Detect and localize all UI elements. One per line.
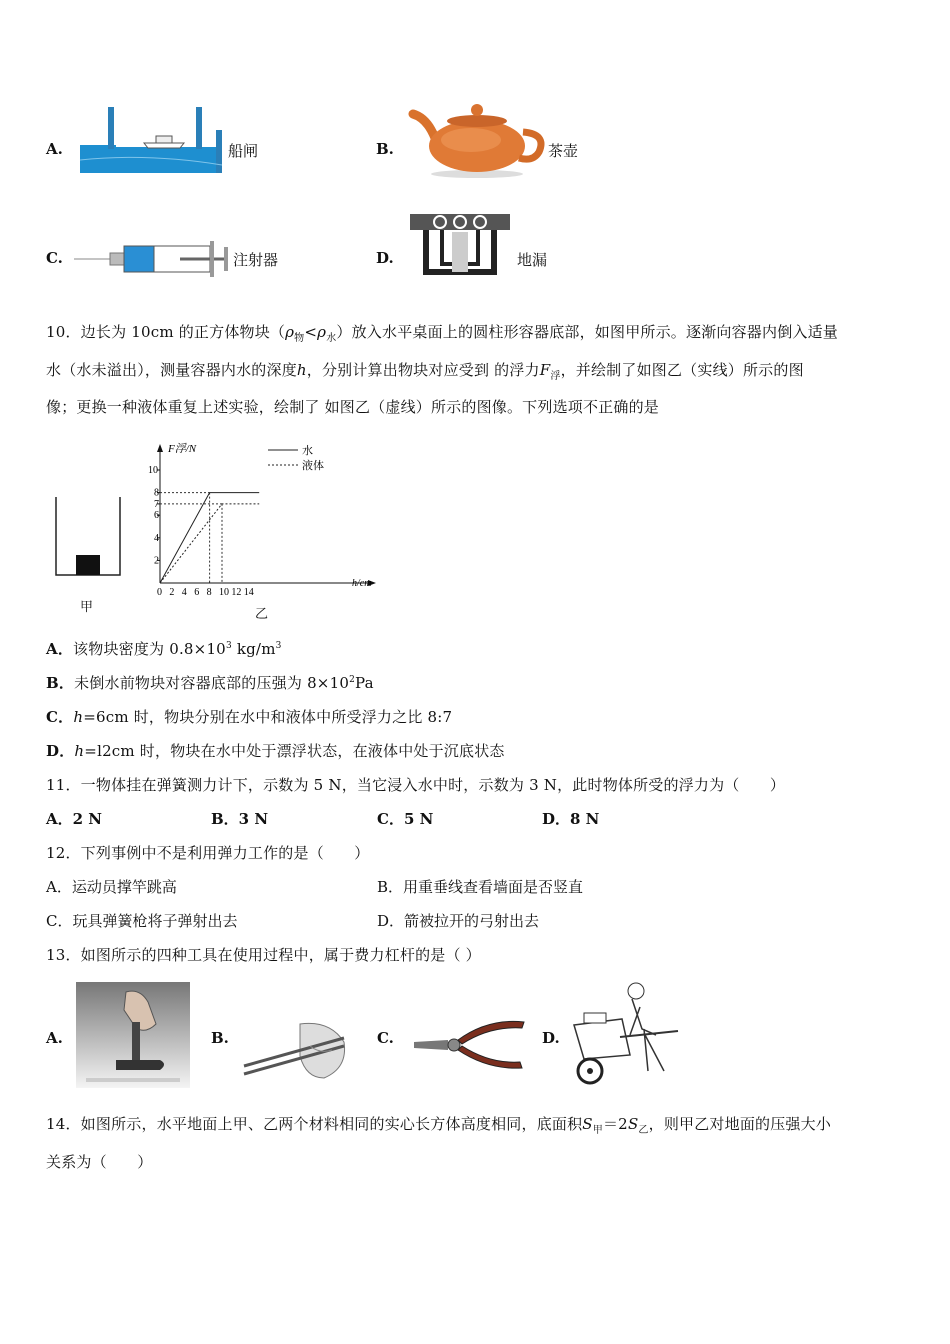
q12-option-c[interactable]: C．玩具弹簧枪将子弹射出去	[46, 912, 238, 930]
q9-option-a-label: 船闸	[228, 142, 259, 160]
teapot-illustration	[405, 96, 547, 178]
q11-stem: 11．一物体挂在弹簧测力计下，示数为 5 N，当它浸入水中时，示数为 3 N，此时物体所受的浮力为（ ）	[46, 776, 786, 794]
q10-stem-line-3: 像；更换一种液体重复上述实验，绘制了 如图乙（虚线）所示的图像。下列选项不正确的是	[46, 398, 659, 416]
x-tick-label-0: 0	[157, 587, 162, 596]
q9-option-d-letter: D.	[376, 249, 394, 267]
q12-option-b[interactable]: B．用重垂线查看墙面是否竖直	[377, 878, 584, 896]
q11-option-d[interactable]: D．8 N	[542, 810, 600, 828]
legend-water-label: 水	[302, 445, 313, 457]
q13-option-a-letter: A.	[46, 1029, 63, 1047]
syringe-illustration	[72, 237, 232, 279]
x-tick-label-4: 4	[181, 587, 187, 596]
q9-option-b-label: 茶壶	[548, 142, 579, 160]
y-tick-label-7: 7	[154, 498, 159, 510]
q9-option-c-letter: C.	[46, 249, 63, 267]
q10-stem-line-2: 水（水未溢出），测量容器内水的深度h，分别计算出物块对应受到 的浮力$F_浮$，并绘制了如图乙（实线）所示的图	[46, 361, 804, 382]
q10-stem-line-1: 10．边长为 10cm 的正方体物块$(\rho_物<\rho_水)$放入水平桌面上的圆柱形容器底部，如图甲所示。逐渐向容器内倒入适量	[46, 323, 838, 344]
x-tick-label-14: 14	[243, 587, 254, 596]
q13-option-d-letter: D.	[542, 1029, 560, 1047]
q12-option-d[interactable]: D．箭被拉开的弓射出去	[377, 912, 540, 930]
figure-yi-chart	[140, 436, 390, 596]
y-tick-label-6: 6	[154, 510, 159, 522]
figure-yi-label: 乙	[255, 607, 269, 622]
x-tick-label-2: 2	[169, 587, 175, 596]
q11-option-b[interactable]: B．3 N	[211, 810, 269, 828]
pliers-illustration	[408, 1012, 528, 1078]
q14-stem-line-1: 14．如图所示，水平地面上甲、乙两个材料相同的实心长方体高度相同，底面积$S_甲=2S_乙$，则甲乙对地面的压强大小	[46, 1115, 832, 1136]
q9-option-b-letter: B.	[376, 140, 394, 158]
q10-option-d[interactable]: D．h=l2cm 时，物块在水中处于漂浮状态，在液体中处于沉底状态	[46, 742, 505, 760]
y-tick-label-10: 10	[148, 465, 158, 476]
y-tick-label-2: 2	[154, 555, 159, 567]
figure-jia-container	[52, 495, 124, 579]
q9-option-c-label: 注射器	[233, 251, 279, 269]
x-tick-label-8: 8	[206, 587, 212, 596]
q12-stem: 12．下列事例中不是利用弹力工作的是（ ）	[46, 844, 370, 862]
q10-option-c[interactable]: C．h=6cm 时，物块分别在水中和液体中所受浮力之比 8:7	[46, 708, 453, 726]
legend-liquid-label: 液体	[302, 460, 324, 472]
x-tick-label-10: 10	[219, 587, 229, 596]
q13-option-b-letter: B.	[211, 1029, 229, 1047]
q14-stem-line-2: 关系为（ ）	[46, 1153, 153, 1171]
q12-option-a[interactable]: A．运动员撑竿跳高	[46, 878, 177, 896]
wheelbarrow-illustration	[570, 975, 682, 1087]
figure-jia-label: 甲	[80, 600, 94, 615]
q10-option-b[interactable]: B．未倒水前物块对容器底部的压强为 $8\times 10^2Pa$	[46, 674, 374, 692]
q11-option-c[interactable]: C．5 N	[377, 810, 434, 828]
floor-drain-illustration	[406, 212, 514, 284]
cube-block	[76, 555, 100, 575]
y-axis-arrow	[157, 444, 163, 452]
x-tick-label-6: 6	[194, 587, 200, 596]
chopsticks-illustration	[240, 1016, 350, 1082]
y-tick-label-4: 4	[154, 532, 159, 544]
hammer-illustration	[76, 982, 190, 1088]
x-axis-label: h/cm	[352, 578, 372, 589]
y-axis-label: F浮/N	[168, 443, 197, 455]
q13-stem: 13．如图所示的四种工具在使用过程中，属于费力杠杆的是（ ）	[46, 946, 481, 964]
chart-legend	[268, 443, 324, 472]
q10-option-a[interactable]: A．该物块密度为 $0.8\times 10^3$ $kg/m^3$	[46, 640, 282, 658]
series-line-liquid	[160, 504, 259, 583]
q9-option-d-label: 地漏	[517, 251, 548, 269]
x-tick-label-12: 12	[231, 587, 242, 596]
q13-option-c-letter: C.	[377, 1029, 394, 1047]
q11-option-a[interactable]: A．2 N	[46, 810, 103, 828]
ship-lock-illustration	[78, 105, 224, 175]
q9-option-a-letter: A.	[46, 140, 63, 158]
y-tick-label-8: 8	[154, 487, 159, 499]
